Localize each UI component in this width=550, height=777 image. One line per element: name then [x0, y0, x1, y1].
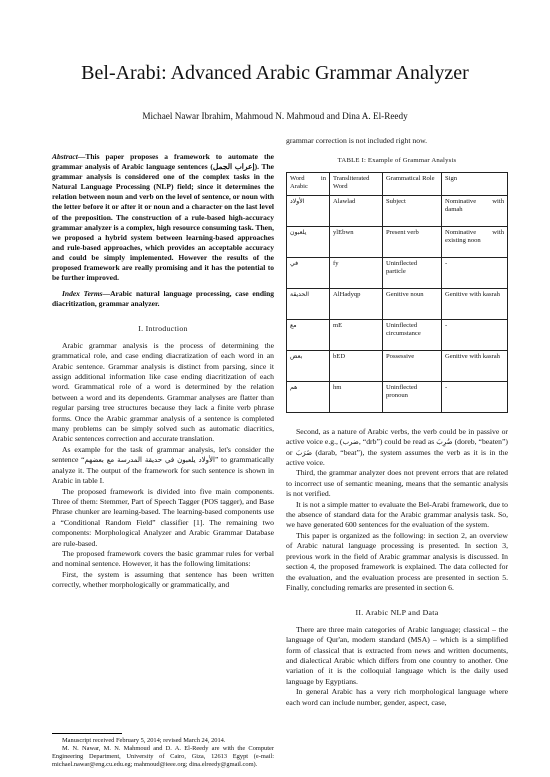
table-row: [287, 226, 508, 257]
right-column: [286, 136, 508, 708]
intro-p7-arabic-1: ضرب: [342, 438, 359, 447]
table-row: [287, 319, 508, 350]
table-cell-arabic-word: مع: [287, 319, 330, 350]
section-2-paragraph-1: There are three main categories of Arabic language; classical – the language of Qur'an, modern standard (MSA) – which is a simplified form of classical that is extracted from news and written documents, and dialectical Arabic which differs from one country to another. One variation of it is the colloquial language which is the daily used language by Egyptians.: [286, 624, 508, 686]
footnote: [52, 733, 274, 769]
intro-p2-text-a: As example for the task of grammar analysis, let's consider the sentence “: [52, 444, 274, 465]
intro-p2-arabic: الأولاد يلعبون في حديقة المدرسة مع بعضهم: [84, 456, 215, 465]
table-cell-arabic-word: يلعبون: [287, 226, 330, 257]
table-cell: ylEbwn: [330, 226, 383, 257]
intro-paragraph-1: Arabic grammar analysis is the process of determining the grammatical role, and case ending diacratization of each word in an Arabic sentence. Grammar analysis is distinct from parsing, since it assign additional information like case ending diacritization of each word. Grammatical role of a word is determined by the relation between a word and its dependents. Grammar analyses are flatter than regular parsing tree structures because they lack a finite verb phrase forms. Once the Arabic grammar analysis of a sentence is completed many problems can be simply solved such as automatic diacritics, Arabic sentences correction and accurate translation.: [52, 340, 274, 444]
table-header-cell: Grammatical Role: [383, 172, 442, 195]
table-header-row: [287, 172, 508, 195]
intro-p7-arabic-3: ضَرَبَ: [295, 448, 313, 457]
table-cell: -: [442, 257, 508, 288]
index-terms-label: Index Terms: [62, 289, 103, 299]
table-cell: Genitive noun: [383, 288, 442, 319]
table-cell-arabic-word: الأولاد: [287, 195, 330, 226]
table-cell: Genitive with kasrah: [442, 288, 508, 319]
table-cell: Genitive with kasrah: [442, 350, 508, 381]
index-terms-text: —Arabic natural language processing, case ending diacritization, grammar analyzer.: [52, 289, 275, 309]
intro-p7-text-a: Second, as a nature of Arabic verbs, the verb could be in passive or active voice e.g., (: [286, 426, 508, 447]
paper-authors: Michael Nawar Ibrahim, Mahmoud N. Mahmoud and Dina A. El-Reedy: [142, 111, 408, 121]
table-cell: mE: [330, 319, 383, 350]
left-column: [52, 152, 274, 591]
grammar-analysis-table: [286, 172, 508, 413]
index-terms: [52, 289, 274, 309]
table-cell: Possessive: [383, 350, 442, 381]
intro-paragraph-10: This paper is organized as the following: in section 2, an overview of Arabic natural language processing is presented. In section 3, previous work in the field of Arabic grammar analysis is discussed. In section 4, the proposed framework is explained. The data collected for the evaluation, and the evaluation process are presented in section 5. Finally, concluding remarks are presented in section 6.: [286, 530, 508, 592]
footnote-line-1: Manuscript received February 5, 2014; revised March 24, 2014.: [62, 737, 226, 744]
table-row: [287, 195, 508, 226]
intro-paragraph-2: [52, 445, 274, 487]
table-cell: -: [442, 381, 508, 412]
table-cell: -: [442, 319, 508, 350]
intro-p2-text-b: ” to grammatically analyze it. The output of the framework for such sentence is shown in Arabic in table I.: [52, 455, 274, 486]
table-row: [287, 257, 508, 288]
table-cell: hm: [330, 381, 383, 412]
table-cell: fy: [330, 257, 383, 288]
abstract: [52, 152, 274, 283]
intro-paragraph-7: [286, 427, 508, 469]
intro-paragraph-8: Third, the grammar analyzer does not prevent errors that are related to incorrect use of semantic meaning, means that the semantic analysis is not verified.: [286, 468, 508, 499]
abstract-label: Abstract: [52, 152, 78, 161]
table-cell-arabic-word: هم: [287, 381, 330, 412]
intro-paragraph-3: The proposed framework is divided into five main components. Three of them: Stemmer, Part of Speech Tagger (POS tagger), and Base Phrase chunker are learning-based. The learning-based components use a “Conditional Random Field” classifier [1]. The remaining two components: Morphological Analyzer and Arabic Grammar Database are rule-based.: [52, 486, 274, 548]
table-1-caption: TABLE I: Example of Grammar Analysis: [337, 157, 457, 165]
intro-p7-arabic-2: ضُرِبَ: [436, 438, 453, 447]
table-cell: Uninflected circumstance: [383, 319, 442, 350]
intro-paragraph-9: It is not a simple matter to evaluate the Bel-Arabi framework, due to the absence of standard data for the Arabic grammar analysis task. So, we have generated 600 sentences for the evaluation of the system.: [286, 499, 508, 530]
table-row: [287, 350, 508, 381]
section-2-heading: II. Arabic NLP and Data: [355, 608, 439, 618]
table-cell: Nominative with existing noon: [442, 226, 508, 257]
table-body: [287, 172, 508, 412]
intro-p7-text-b: , “drb”) could be read as: [358, 437, 437, 447]
intro-p7-text-c: (doreb, “beaten”) or: [286, 437, 508, 457]
table-cell-arabic-word: الحديقة: [287, 288, 330, 319]
table-cell: Uninflected particle: [383, 257, 442, 288]
intro-p7-text-d: (darab, “beat”), the system assumes the verb as it is in the active voice.: [286, 447, 509, 468]
paper-title: Bel-Arabi: Advanced Arabic Grammar Analyzer: [81, 62, 469, 84]
table-cell-arabic-word: بعض: [287, 350, 330, 381]
intro-paragraph-6: grammar correction is not included right now.: [286, 136, 428, 145]
table-cell: Present verb: [383, 226, 442, 257]
footnote-line-2: M. N. Nawar, M. N. Mahmoud and D. A. El-Reedy are with the Computer Engineering Department, University of Cairo, Giza, 12613 Egypt (e-mail: michael.nawar@eng.cu.edu.eg; mahmoud@ieee.org; dina.elreedy@gmail.com).: [52, 745, 274, 768]
table-cell: bED: [330, 350, 383, 381]
intro-paragraph-5: First, the system is assuming that sentence has been written correctly, whether morphologically or grammatically, and: [52, 569, 274, 590]
footnote-rule: [52, 733, 122, 734]
table-header-cell: Sign: [442, 172, 508, 195]
table-cell: Nominative with damah: [442, 195, 508, 226]
table-cell: Subject: [383, 195, 442, 226]
abstract-text: —This paper proposes a framework to automate the grammar analysis of Arabic language sentences (إعراب الجمل). The grammar analysis is considered one of the complex tasks in the Natural Language Processing (NLP) field; since it determines the relation between noun and verb on the level of sentence, or noun with the letter before it or after it or noun and a character on the last level of the preposition. The construction of a rule-based high-accuracy grammar analyzer is a complex, high resource consuming task. Then, we proposed a hybrid system between learning-based approaches and rule-based approaches, which provides an acceptable accuracy and could be simply implemented. However the results of the proposed framework are really promising and it has the potential to be further improved.: [52, 152, 274, 283]
table-row: [287, 381, 508, 412]
table-row: [287, 288, 508, 319]
table-cell: Alawlad: [330, 195, 383, 226]
intro-paragraph-4: The proposed framework covers the basic grammar rules for verbal and nominal sentence. However, it has the following limitations:: [52, 548, 274, 569]
table-cell-arabic-word: في: [287, 257, 330, 288]
table-cell: AlHadyqp: [330, 288, 383, 319]
section-2-paragraph-2: In general Arabic has a very rich morphological language where each word can include number, gender, aspect, case,: [286, 687, 508, 707]
table-cell: Uninflected pronoun: [383, 381, 442, 412]
table-header-cell: Transliterated Word: [330, 172, 383, 195]
table-header-cell: Word in Arabic: [287, 172, 330, 195]
section-1-heading: I. Introduction: [138, 324, 188, 334]
